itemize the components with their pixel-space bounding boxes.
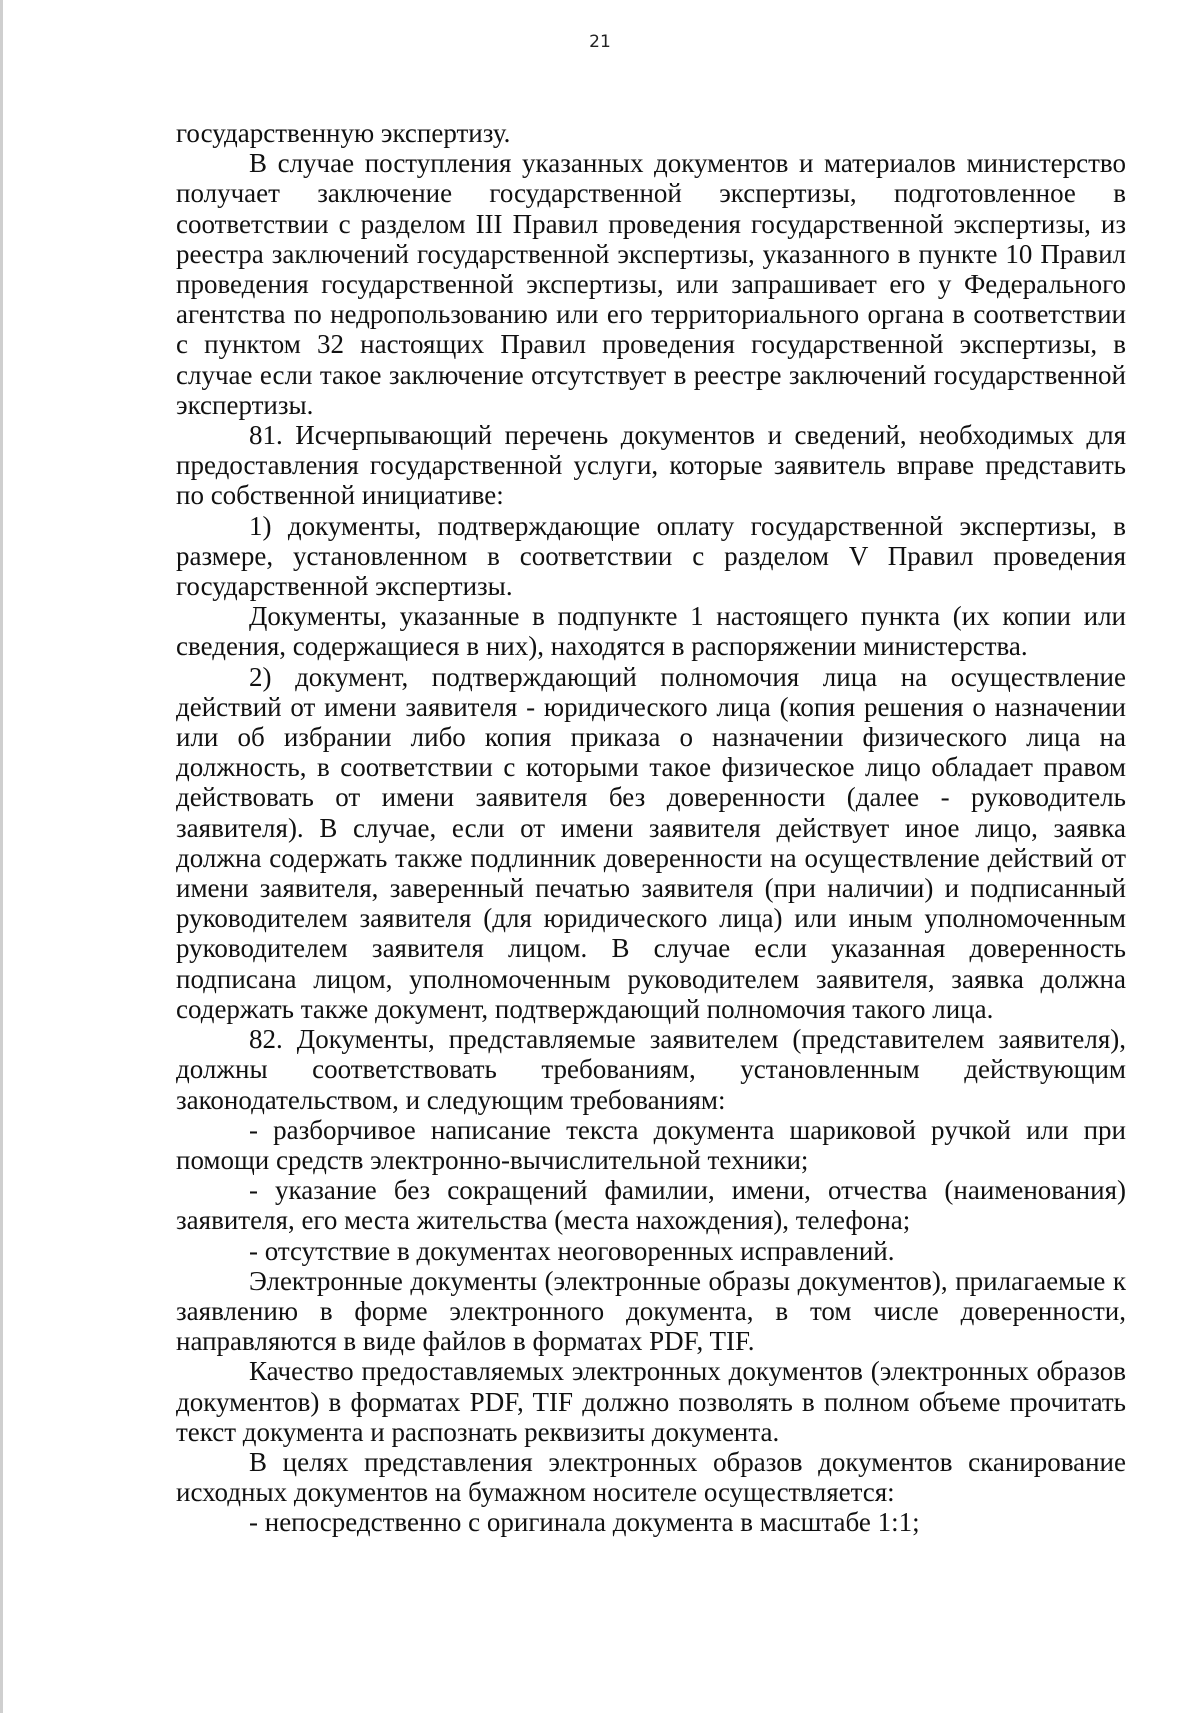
paragraph-electronic-quality: Качество предоставляемых электронных документов (электронных образов документов) в форматах PDF, TIF должно позволять в полном объеме прочитать текст документа и распознать реквизиты документа. [176, 1356, 1126, 1447]
paragraph-subitem-1: 1) документы, подтверждающие оплату государственной экспертизы, в размере, установленном в соответствии с разделом V Правил проведения государственной экспертизы. [176, 510, 1126, 602]
paragraph-subitem-2: 2) документ, подтверждающий полномочия лица на осуществление действий от имени заявителя - юридического лица (копия решения о назначении или об избрании либо копия приказа о назначении физического лица на должность, в соответствии с которыми такое физическое лицо обладает правом действовать от имени заявителя без доверенности (далее - руководитель заявителя). В случае, если от имени заявителя действует иное лицо, заявка должна содержать также подлинник доверенности на осуществление действий от имени заявителя, заверенный печатью заявителя (при наличии) и подписанный руководителем заявителя (для юридического лица) или иным уполномоченным руководителем заявителя лицом. В случае если указанная доверенность подписана лицом, уполномоченным руководителем заявителя, заявка должна содержать также документ, подтверждающий полномочия такого лица. [176, 661, 1126, 1024]
paragraph-item-82: 82. Документы, представляемые заявителем (представителем заявителя), должны соответствовать требованиям, установленным действующим законодательством, и следующим требованиям: [176, 1024, 1126, 1115]
paragraph-scanning: В целях представления электронных образов документов сканирование исходных документов на бумажном носителе осуществляется: [176, 1446, 1126, 1508]
paragraph-continuation: государственную экспертизу. [176, 118, 511, 148]
scan-edge [0, 0, 3, 1713]
paragraph-subitem-1-note: Документы, указанные в подпункте 1 настоящего пункта (их копии или сведения, содержащиеся в них), находятся в распоряжении министерства. [176, 601, 1126, 662]
paragraph-requirement-no-corrections: - отсутствие в документах неоговоренных исправлений. [249, 1235, 895, 1266]
paragraph-electronic-documents: Электронные документы (электронные образы документов), прилагаемые к заявлению в форме электронного документа, в том числе доверенности, направляются в виде файлов в форматах PDF, TIF. [176, 1265, 1126, 1357]
paragraph-item-81: 81. Исчерпывающий перечень документов и сведений, необходимых для предоставления государственной услуги, которые заявитель вправе представить по собственной инициативе: [176, 420, 1126, 511]
document-body [176, 118, 1126, 1538]
paragraph-requirement-legible: - разборчивое написание текста документа шариковой ручкой или при помощи средств электронно-вычислительной техники; [176, 1114, 1126, 1175]
paragraph-scanning-scale: - непосредственно с оригинала документа в масштабе 1:1; [249, 1507, 920, 1538]
page-number: 21 [589, 32, 611, 52]
paragraph-requirement-full-name: - указание без сокращений фамилии, имени, отчества (наименования) заявителя, его места жительства (места нахождения), телефона; [176, 1175, 1126, 1236]
paragraph-expertise-conclusion: В случае поступления указанных документов и материалов министерство получает заключение государственной экспертизы, подготовленное в соответствии с разделом III Правил проведения государственной экспертизы, из реестра заключений государственной экспертизы, указанного в пункте 10 Правил проведения государственной экспертизы, или запрашивает его у Федерального агентства по недропользованию или его территориального органа в соответствии с пунктом 32 настоящих Правил проведения государственной экспертизы, в случае если такое заключение отсутствует в реестре заключений государственной экспертизы. [176, 148, 1126, 420]
